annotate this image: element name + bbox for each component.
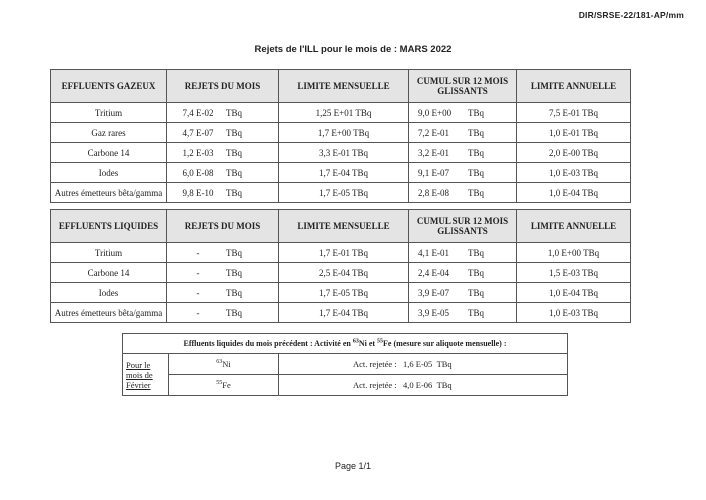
monthly-limit: 1,7 E+00 TBq (279, 123, 409, 143)
effluent-name: Carbone 14 (51, 263, 167, 283)
monthly-release-cell (167, 103, 279, 123)
page-title: Rejets de l'ILL pour le mois de : MARS 2022 (254, 44, 452, 55)
column-header: EFFLUENTS LIQUIDES (51, 210, 167, 243)
table-row (51, 103, 631, 123)
table-row (51, 163, 631, 183)
ni-mass-number: 63 (352, 338, 359, 345)
column-header: CUMUL SUR 12 MOIS GLISSANTS (409, 210, 517, 243)
cumulative-cell (409, 123, 517, 143)
unit-label: TBq (226, 147, 243, 158)
cumulative-value: 2,8 E-08 (418, 187, 449, 198)
unit-label: TBq (468, 147, 485, 158)
annual-limit: 1,0 E-01 TBq (517, 123, 631, 143)
unit-label: TBq (226, 127, 243, 138)
cumulative-value: 2,4 E-04 (418, 267, 449, 278)
previous-month-header (123, 334, 568, 354)
effluent-name: Autres émetteurs bêta/gamma (51, 183, 167, 203)
fe-mass-number: 55 (377, 338, 384, 345)
column-header: LIMITE MENSUELLE (279, 210, 409, 243)
effluent-name: Iodes (51, 163, 167, 183)
activity-unit: TBq (436, 359, 452, 369)
monthly-limit: 1,7 E-04 TBq (279, 163, 409, 183)
monthly-release-cell (167, 183, 279, 203)
liquid-effluents-table (50, 209, 631, 323)
monthly-limit: 2,5 E-04 TBq (279, 263, 409, 283)
activity-value: 4,0 E-06 (403, 380, 433, 390)
annual-limit: 7,5 E-01 TBq (517, 103, 631, 123)
monthly-release-cell (167, 243, 279, 263)
unit-label: TBq (468, 287, 485, 298)
cumulative-value: 9,0 E+00 (418, 107, 452, 118)
column-header: LIMITE ANNUELLE (517, 70, 631, 103)
monthly-release-cell (167, 123, 279, 143)
unit-label: TBq (226, 307, 243, 318)
monthly-limit: 1,7 E-01 TBq (279, 243, 409, 263)
activity-label: Act. rejetée : (353, 359, 397, 369)
monthly-limit: 1,25 E+01 TBq (279, 103, 409, 123)
table-row (51, 243, 631, 263)
isotope-mass: 63 (216, 359, 223, 366)
monthly-limit: 1,7 E-05 TBq (279, 283, 409, 303)
activity-cell (279, 354, 568, 375)
annual-limit: 1,0 E-03 TBq (517, 163, 631, 183)
annual-limit: 2,0 E-00 TBq (517, 143, 631, 163)
cumulative-value: 9,1 E-07 (418, 167, 449, 178)
monthly-release-value: 9,8 E-10 (182, 187, 214, 198)
annual-limit: 1,0 E+00 TBq (517, 243, 631, 263)
previous-month-table (122, 333, 568, 396)
table-header-row (51, 210, 631, 243)
unit-label: TBq (226, 247, 243, 258)
column-header: LIMITE MENSUELLE (279, 70, 409, 103)
monthly-limit: 1,7 E-05 TBq (279, 183, 409, 203)
column-header: LIMITE ANNUELLE (517, 210, 631, 243)
monthly-release-cell (167, 303, 279, 323)
table-row (51, 283, 631, 303)
header-text: Ni et (358, 339, 378, 348)
isotope-cell (169, 375, 279, 396)
table-header-row (51, 70, 631, 103)
unit-label: TBq (468, 307, 485, 318)
activity-cell (279, 375, 568, 396)
unit-label: TBq (468, 267, 485, 278)
column-header: REJETS DU MOIS (167, 210, 279, 243)
cumulative-value: 3,2 E-01 (418, 147, 449, 158)
column-header: CUMUL SUR 12 MOIS GLISSANTS (409, 70, 517, 103)
table-row (51, 263, 631, 283)
effluent-name: Autres émetteurs bêta/gamma (51, 303, 167, 323)
monthly-limit: 3,3 E-01 TBq (279, 143, 409, 163)
month-label: Pour le mois de Février (123, 354, 169, 396)
cumulative-cell (409, 103, 517, 123)
activity-unit: TBq (436, 380, 452, 390)
annual-limit: 1,0 E-03 TBq (517, 303, 631, 323)
cumulative-value: 3,9 E-05 (418, 307, 449, 318)
isotope-symbol: Ni (222, 359, 231, 369)
unit-label: TBq (468, 187, 485, 198)
table-row (51, 123, 631, 143)
cumulative-cell (409, 163, 517, 183)
annual-limit: 1,5 E-03 TBq (517, 263, 631, 283)
effluent-name: Carbone 14 (51, 143, 167, 163)
effluent-name: Gaz rares (51, 123, 167, 143)
activity-label: Act. rejetée : (353, 380, 397, 390)
cumulative-cell (409, 263, 517, 283)
unit-label: TBq (226, 267, 243, 278)
header-text: Effluents liquides du mois précédent : Activité en (183, 339, 353, 348)
effluent-name: Iodes (51, 283, 167, 303)
monthly-release-value: 6,0 E-08 (182, 167, 214, 178)
cumulative-value: 7,2 E-01 (418, 127, 449, 138)
table-row (123, 354, 568, 375)
monthly-release-value: - (196, 307, 200, 318)
unit-label: TBq (226, 187, 243, 198)
monthly-release-value: 4,7 E-07 (182, 127, 214, 138)
monthly-release-value: 1,2 E-03 (182, 147, 214, 158)
gas-effluents-table (50, 69, 631, 203)
monthly-limit: 1,7 E-04 TBq (279, 303, 409, 323)
column-header: REJETS DU MOIS (167, 70, 279, 103)
unit-label: TBq (226, 107, 243, 118)
monthly-release-cell (167, 163, 279, 183)
unit-label: TBq (226, 167, 243, 178)
table-row (51, 303, 631, 323)
monthly-release-value: 7,4 E-02 (182, 107, 214, 118)
table-row (51, 183, 631, 203)
effluent-name: Tritium (51, 103, 167, 123)
page-number: Page 1/1 (334, 461, 372, 471)
monthly-release-value: - (196, 287, 200, 298)
header-text: Fe (mesure sur aliquote mensuelle) : (383, 339, 507, 348)
unit-label: TBq (226, 287, 243, 298)
monthly-release-cell (167, 263, 279, 283)
monthly-release-cell (167, 143, 279, 163)
table-row (51, 143, 631, 163)
cumulative-cell (409, 283, 517, 303)
isotope-mass: 55 (216, 380, 223, 387)
unit-label: TBq (468, 167, 485, 178)
monthly-release-value: - (196, 267, 200, 278)
effluent-name: Tritium (51, 243, 167, 263)
cumulative-value: 3,9 E-07 (418, 287, 449, 298)
annual-limit: 1,0 E-04 TBq (517, 283, 631, 303)
cumulative-cell (409, 143, 517, 163)
monthly-release-value: - (196, 247, 200, 258)
isotope-symbol: Fe (222, 380, 231, 390)
cumulative-cell (409, 183, 517, 203)
cumulative-cell (409, 243, 517, 263)
cumulative-value: 4,1 E-01 (418, 247, 449, 258)
unit-label: TBq (468, 107, 485, 118)
document-reference: DIR/SRSE-22/181-AP/mm (578, 10, 684, 20)
annual-limit: 1,0 E-04 TBq (517, 183, 631, 203)
activity-value: 1,6 E-05 (403, 359, 433, 369)
cumulative-cell (409, 303, 517, 323)
table-row (123, 375, 568, 396)
unit-label: TBq (468, 247, 485, 258)
monthly-release-cell (167, 283, 279, 303)
column-header: EFFLUENTS GAZEUX (51, 70, 167, 103)
unit-label: TBq (468, 127, 485, 138)
isotope-cell (169, 354, 279, 375)
